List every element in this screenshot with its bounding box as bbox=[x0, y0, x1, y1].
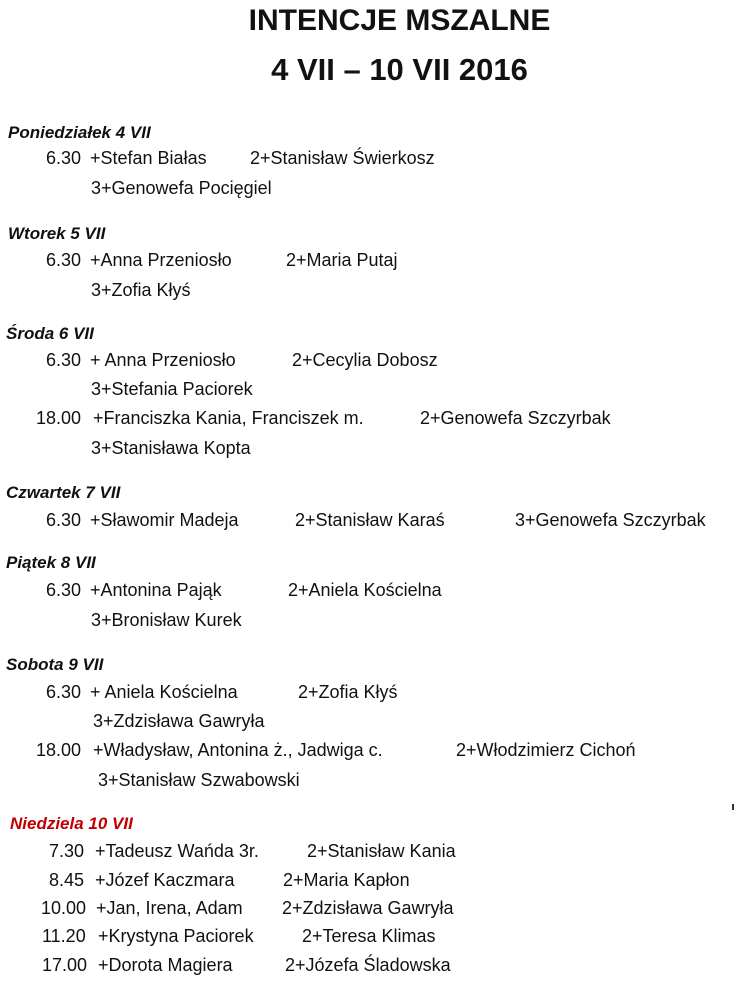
intention-3: 3+Zdzisława Gawryła bbox=[93, 711, 265, 731]
intention-3: 3+Genowefa Szczyrbak bbox=[515, 510, 706, 530]
day-heading-saturday: Sobota 9 VII bbox=[6, 655, 104, 674]
day-heading-friday: Piątek 8 VII bbox=[6, 553, 96, 572]
intention-2: 2+Maria Putaj bbox=[286, 250, 398, 270]
intention-1: +Anna Przeniosło bbox=[90, 250, 232, 270]
day-heading-monday: Poniedziałek 4 VII bbox=[8, 123, 151, 142]
intention-1: + Anna Przeniosło bbox=[90, 350, 236, 370]
intention-3: 3+Genowefa Pocięgiel bbox=[91, 178, 272, 198]
day-heading-tuesday: Wtorek 5 VII bbox=[8, 224, 106, 243]
mass-time: 6.30 bbox=[46, 350, 82, 370]
scan-mark bbox=[732, 804, 734, 810]
mass-time: 18.00 bbox=[36, 408, 82, 428]
mass-time: 11.20 bbox=[42, 926, 86, 946]
intention-1: +Antonina Pająk bbox=[90, 580, 222, 600]
mass-time: 18.00 bbox=[36, 740, 82, 760]
intention-2: 2+Teresa Klimas bbox=[302, 926, 436, 946]
intention-2: 2+Cecylia Dobosz bbox=[292, 350, 438, 370]
intention-3: 3+Zofia Kłyś bbox=[91, 280, 191, 300]
intention-2: 2+Stanisław Karaś bbox=[295, 510, 445, 530]
mass-time: 6.30 bbox=[46, 250, 82, 270]
mass-time: 6.30 bbox=[46, 148, 82, 168]
intention-1: + Aniela Kościelna bbox=[90, 682, 238, 702]
mass-time: 17.00 bbox=[42, 955, 88, 975]
day-heading-sunday: Niedziela 10 VII bbox=[10, 814, 133, 833]
mass-time: 6.30 bbox=[46, 580, 82, 600]
intention-1: +Franciszka Kania, Franciszek m. bbox=[93, 408, 364, 428]
document-title: INTENCJE MSZALNE bbox=[248, 4, 551, 37]
intention-2: 2+Stanisław Świerkosz bbox=[250, 148, 435, 168]
intention-1: +Sławomir Madeja bbox=[90, 510, 239, 530]
mass-time: 6.30 bbox=[46, 682, 82, 702]
intention-1: +Jan, Irena, Adam bbox=[96, 898, 243, 918]
date-range: 4 VII – 10 VII 2016 bbox=[271, 52, 528, 87]
intention-2: 2+Włodzimierz Cichoń bbox=[456, 740, 636, 760]
intention-2: 2+Genowefa Szczyrbak bbox=[420, 408, 611, 428]
intention-1: +Krystyna Paciorek bbox=[98, 926, 254, 946]
intention-2: 2+Zofia Kłyś bbox=[298, 682, 398, 702]
intention-1: +Tadeusz Wańda 3r. bbox=[95, 841, 259, 861]
mass-time: 6.30 bbox=[46, 510, 82, 530]
intention-3: 3+Stefania Paciorek bbox=[91, 379, 253, 399]
intention-1: +Władysław, Antonina ż., Jadwiga c. bbox=[93, 740, 383, 760]
intention-2: 2+Aniela Kościelna bbox=[288, 580, 442, 600]
intention-3: 3+Stanisława Kopta bbox=[91, 438, 251, 458]
intention-1: +Józef Kaczmara bbox=[95, 870, 235, 890]
intention-2: 2+Zdzisława Gawryła bbox=[282, 898, 454, 918]
intention-2: 2+Józefa Śladowska bbox=[285, 955, 451, 975]
mass-time: 8.45 bbox=[49, 870, 85, 890]
intention-3: 3+Stanisław Szwabowski bbox=[98, 770, 300, 790]
day-heading-thursday: Czwartek 7 VII bbox=[6, 483, 121, 502]
intention-2: 2+Stanisław Kania bbox=[307, 841, 456, 861]
mass-time: 10.00 bbox=[41, 898, 87, 918]
intention-2: 2+Maria Kapłon bbox=[283, 870, 410, 890]
mass-time: 7.30 bbox=[49, 841, 85, 861]
intention-3: 3+Bronisław Kurek bbox=[91, 610, 242, 630]
day-heading-wednesday: Środa 6 VII bbox=[6, 324, 94, 343]
intention-1: +Dorota Magiera bbox=[98, 955, 233, 975]
intention-1: +Stefan Białas bbox=[90, 148, 207, 168]
